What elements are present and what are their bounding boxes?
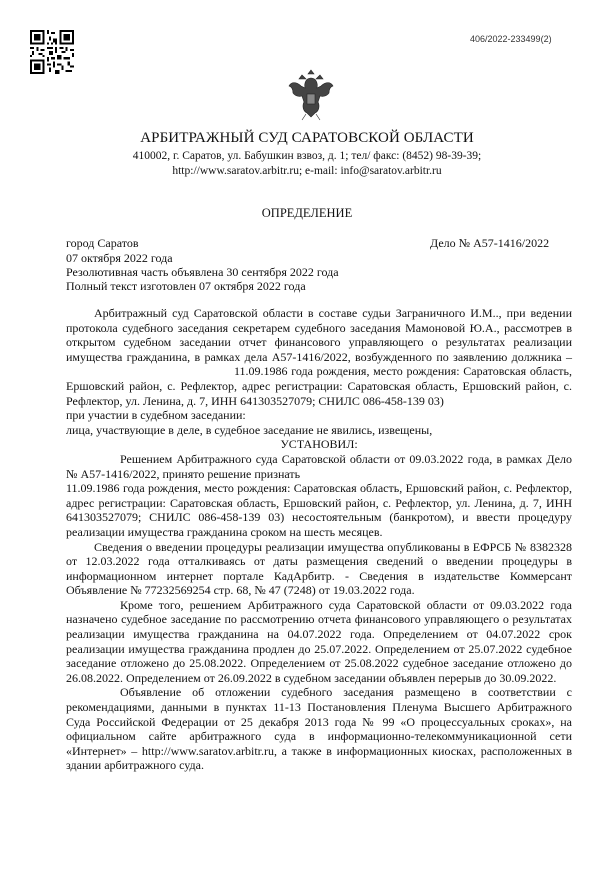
- case-id: 406/2022-233499(2): [470, 34, 552, 44]
- court-name: АРБИТРАЖНЫЙ СУД САРАТОВСКОЙ ОБЛАСТИ: [140, 130, 474, 146]
- city: город Саратов: [66, 236, 139, 250]
- document-body: [66, 306, 572, 773]
- decision-date: 07 октября 2022 года: [66, 251, 173, 265]
- resolution-announced: Резолютивная часть объявлена 30 сентября 2022 года: [66, 265, 339, 279]
- court-address-line-1: 410002, г. Саратов, ул. Бабушкин взвоз, д. 1; тел/ факс: (8452) 98-39-39;: [132, 150, 482, 162]
- paragraph-announcement: Объявление об отложении судебного заседания размещено в соответствии с рекомендациями, данными в пунктах 11-13 Постановления Пленума Высшего Арбитражного Суда Российской Федерации от 25 декабря 2013 года № 99 «О процессуальных сроках», на официальном сайте арбитражного суда в информационно-телекоммуникационной сети «Интернет» – http://www.saratov.arbitr.ru, а также в информационных киосках, расположенных в здании арбитражного суда.: [66, 685, 572, 773]
- paragraph-debtor-details: 11.09.1986 года рождения, место рождения: Саратовская область, Ершовский район, с. Рефлектор, адрес регистрации: Саратовская область, Ершовский район, с. Рефлектор, ул. Ленина, д. 7, ИНН 641303527079; СНИЛС 086-458-139 03) несостоятельным (банкротом), и ввести процедуру реализации имущества гражданина сроком на шесть месяцев.: [66, 481, 572, 539]
- paragraph-intro-part-2: 11.09.1986 года рождения, место рождения: Саратовская область, Ершовский район, с. Рефлектор, адрес регистрации: Саратовская область, Ершовский район, с. Рефлектор, ул. Ленина, д. 7, ИНН 641303527079; СНИЛС 086-458-139 03): [66, 364, 572, 408]
- document-title: ОПРЕДЕЛЕНИЕ: [261, 206, 353, 220]
- paragraph-intro: [66, 306, 572, 408]
- paragraph-participation: при участии в судебном заседании:: [66, 408, 246, 423]
- paragraph-parties-absent: лица, участвующие в деле, в судебное заседание не явились, извещены,: [66, 422, 433, 437]
- coat-of-arms-emblem-icon: [286, 66, 336, 122]
- paragraph-intro-part-1: Арбитражный суд Саратовской области в составе судьи Заграничного И.М.., при ведении протокола судебного заседания секретарем судебного заседания Мамоновой Ю.А., рассмотрев в открытом судебном заседании отчет финансового управляющего о результатах реализации имущества гражданина, в рамках дела А57-1416/2022, возбужденного по заявлению должника –: [66, 306, 572, 364]
- court-website-email: http://www.saratov.arbitr.ru; e-mail: info@saratov.arbitr.ru: [172, 165, 442, 177]
- established-heading: УСТАНОВИЛ:: [280, 437, 358, 452]
- full-text-date: Полный текст изготовлен 07 октября 2022 года: [66, 279, 306, 293]
- court-address: [0, 149, 614, 179]
- paragraph-hearings: Кроме того, решением Арбитражного суда Саратовской области от 09.03.2022 года назначено судебное заседание по рассмотрению отчета финансового управляющего о результатах реализации имущества гражданина на 04.07.2022 года. Определением от 04.07.2022 срок реализации имущества гражданина продлен до 25.07.2022. Определением от 25.07.2022 судебное заседание отложено до 25.08.2022. Определением от 25.08.2022 судебное заседание отложено до 26.08.2022. Определением от 26.09.2022 в судебном заседании объявлен перерыв до 30.09.2022.: [66, 597, 572, 685]
- paragraph-decision: Решением Арбитражного суда Саратовской области от 09.03.2022 года, в рамках Дело № А57-1416/2022, принято решение признать: [66, 451, 572, 481]
- case-number: Дело № А57-1416/2022: [430, 236, 550, 250]
- qr-code-icon: [30, 30, 74, 74]
- paragraph-publication: Сведения о введении процедуры реализации имущества опубликованы в ЕФРСБ № 8382328 от 12.03.2022 года отталкиваясь от даты размещения сведений о введении процедуры в информационном интернет портале КадАрбитр. - Сведения в издательстве Коммерсант Объявление № 77232569254 стр. 68, № 47 (7248) от 19.03.2022 года.: [66, 539, 572, 598]
